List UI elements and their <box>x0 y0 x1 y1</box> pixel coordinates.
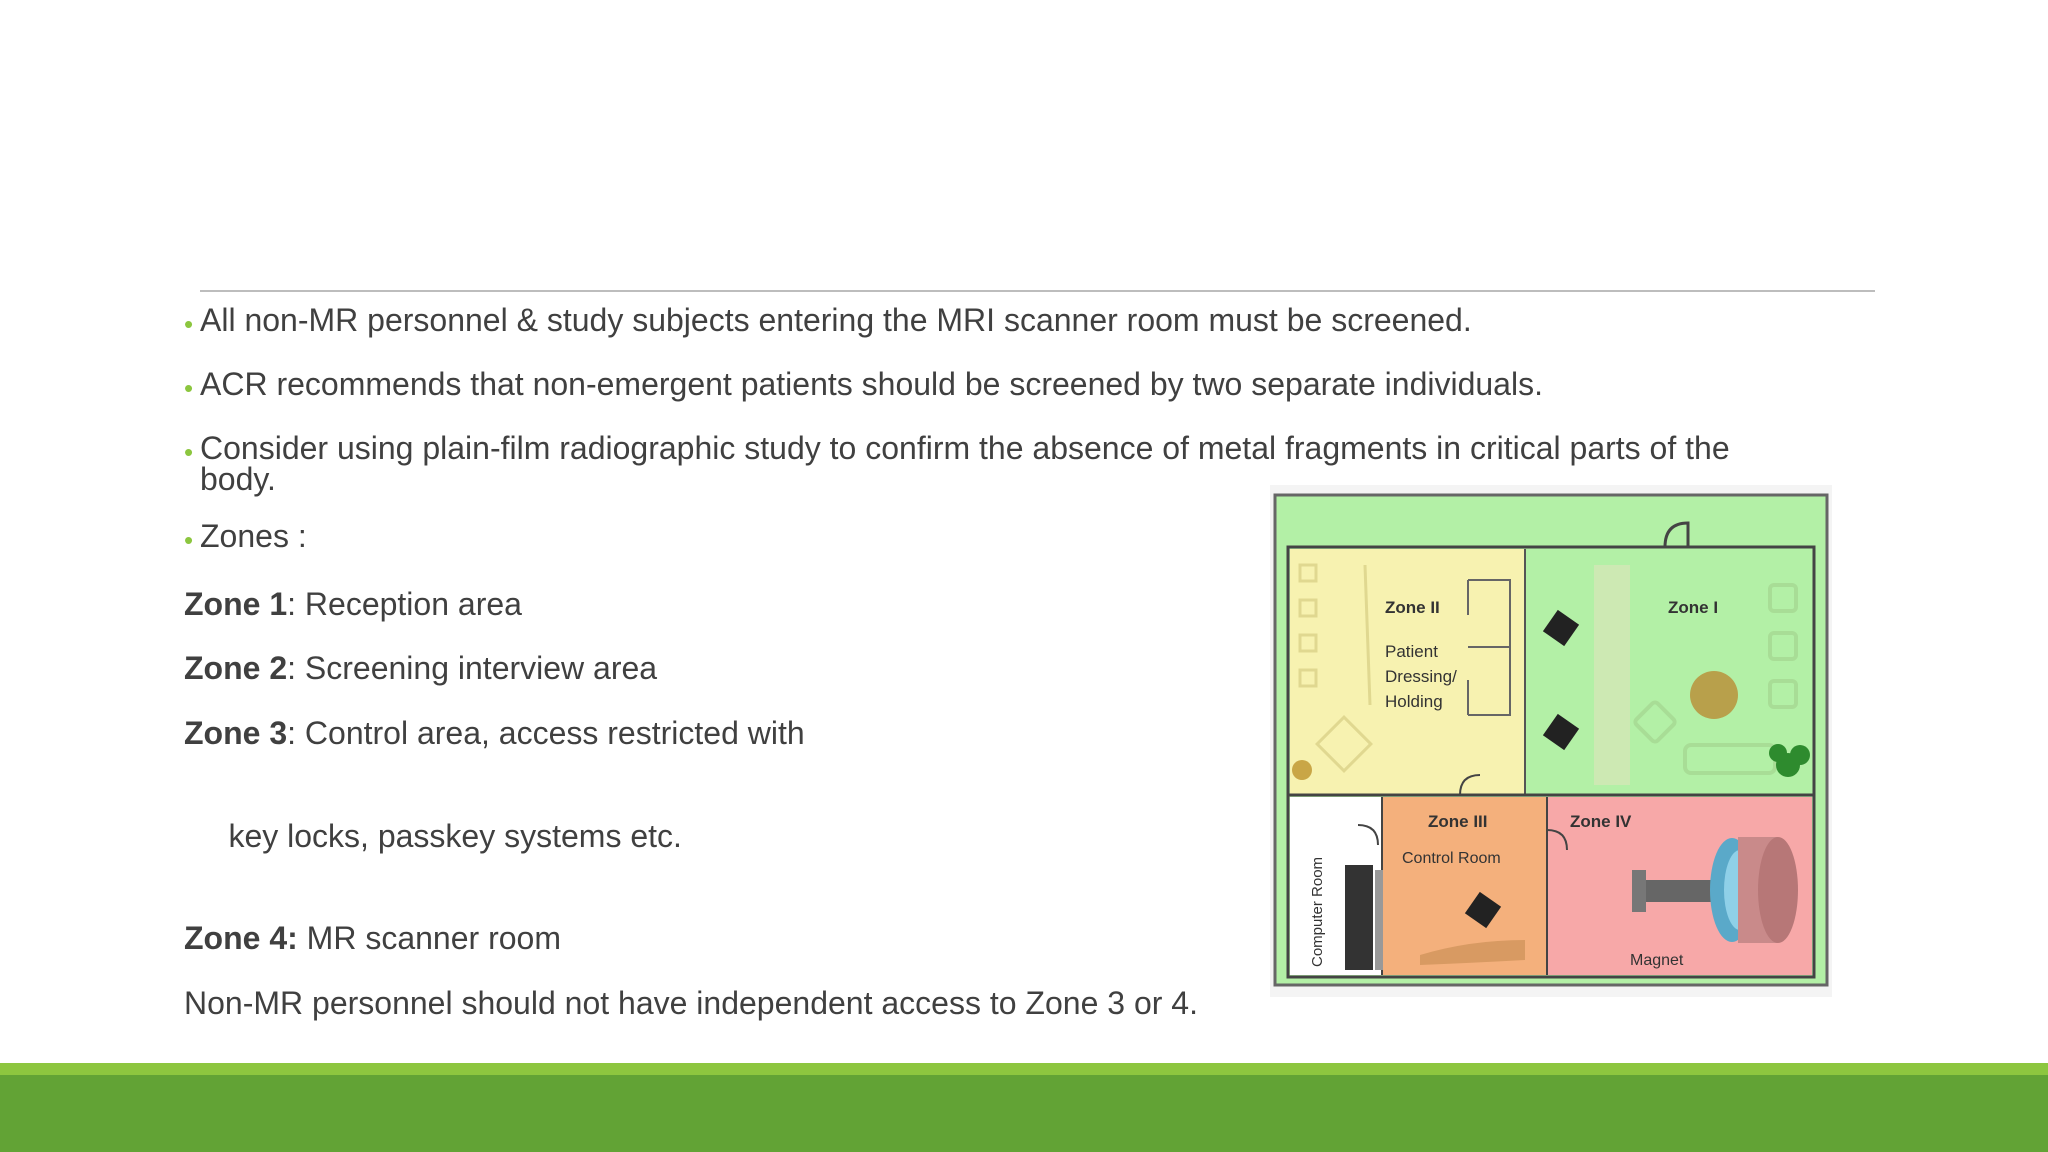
reception-table <box>1690 671 1738 719</box>
bullet-text: Consider using plain-film radiographic study to confirm the absence of metal fragments in critical parts of the body. <box>200 430 1730 497</box>
zone-iv-label: Zone IV <box>1570 812 1632 831</box>
zone-description: : Reception area <box>287 586 522 622</box>
access-note: Non-MR personnel should not have independent access to Zone 3 or 4. <box>184 984 1198 1021</box>
bullet-item <box>184 366 1824 407</box>
bullet-dot-icon: • <box>184 525 194 555</box>
zone-ii-desc-line: Patient <box>1385 642 1438 661</box>
bullet-dot-icon: • <box>184 373 194 403</box>
bullet-text: ACR recommends that non-emergent patients should be screened by two separate individuals. <box>200 366 1543 402</box>
mri-zone-floorplan <box>1270 485 1832 997</box>
magnet-label: Magnet <box>1630 952 1684 969</box>
computer-room-label: Computer Room <box>1309 856 1326 967</box>
bullet-item <box>184 302 1824 343</box>
zone-label: Zone 1 <box>184 586 288 622</box>
zone-description: : Screening interview area <box>287 650 658 687</box>
footer-accent-stripe <box>0 1063 2048 1075</box>
bullet-text: Zones : <box>200 518 307 554</box>
title-divider <box>200 290 1875 292</box>
zone-label: Zone 3 <box>184 714 288 751</box>
zone-label: Zone 2 <box>184 650 288 687</box>
trash-bin-icon <box>1292 760 1312 780</box>
zone-iii-desc: Control Room <box>1402 850 1501 867</box>
bullet-text: All non-MR personnel & study subjects entering the MRI scanner room must be screened. <box>200 302 1472 338</box>
footer-bar <box>0 1075 2048 1152</box>
server-rack <box>1345 865 1373 970</box>
server-rack-side <box>1375 870 1383 970</box>
bullet-dot-icon: • <box>184 437 194 467</box>
bullet-dot-icon: • <box>184 309 194 339</box>
zone-ii-label: Zone II <box>1385 598 1440 617</box>
zone-description: key locks, passkey systems etc. <box>219 817 682 854</box>
zone-description: MR scanner room <box>297 920 561 957</box>
zone-description: : Control area, access restricted with <box>287 714 805 751</box>
zone-ii-desc-line: Dressing/ <box>1385 667 1457 686</box>
zone-iii-label: Zone III <box>1428 812 1488 831</box>
zone-i-strip <box>1594 565 1630 785</box>
zone-ii-desc-line: Holding <box>1385 692 1443 711</box>
zone-label: Zone 4: <box>184 920 298 957</box>
zone-i-label: Zone I <box>1668 598 1719 617</box>
